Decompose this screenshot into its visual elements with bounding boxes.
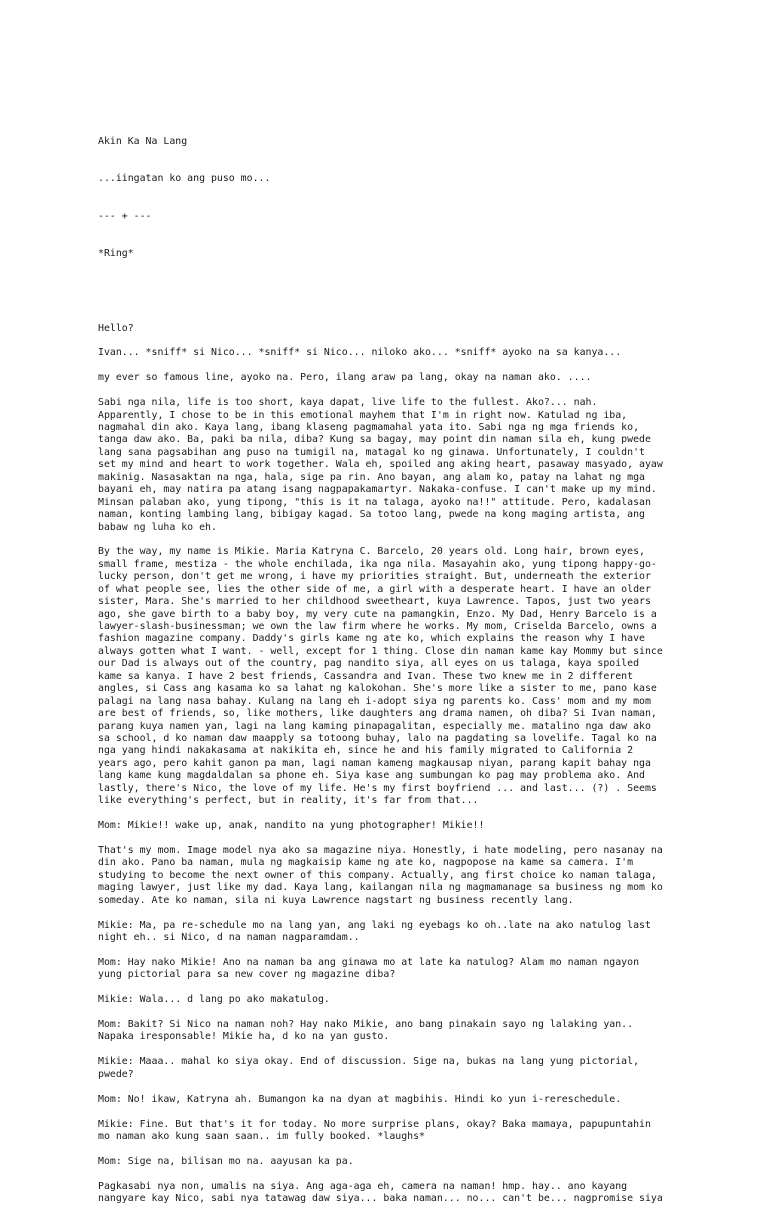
text-line: Minsan palaban ako, yung tipong, "this is it na talaga, ayoko na!!" attitude. Pero, kadalasan: [98, 496, 651, 508]
text-line: nangyare kay Nico, sabi nya tatawag daw siya... baka naman... no... can't be... nagpromise siya: [98, 1193, 663, 1205]
text-line: always gotten what I want. - well, except for 1 thing. Close din naman kame kay Mommy but since: [98, 645, 663, 657]
text-line: tanga daw ako. Ba, paki ba nila, diba? Kung sa bagay, may point din naman sila eh, kung pwede: [98, 434, 651, 446]
text-line: lucky person, don't get me wrong, i have my priorities straight. But, underneath the exterior: [98, 571, 651, 583]
paragraph: [98, 994, 760, 1006]
text-line: Mom: No! ikaw, Katryna ah. Bumangon ka na dyan at magbihis. Hindi ko yun i-rereschedule.: [98, 1093, 622, 1105]
text-line: babaw ng luha ko eh.: [98, 521, 217, 533]
paragraph: [98, 1056, 760, 1081]
text-line: Mikie: Ma, pa re-schedule mo na lang yan, ang laki ng eyebags ko oh..late na ako natulog last: [98, 919, 651, 931]
text-line: set my mind and heart to work together. Wala eh, spoiled ang aking heart, pasaway masyado, ayaw: [98, 459, 663, 471]
text-line: pwede?: [98, 1068, 134, 1080]
text-line: nga yang hindi nakakasama at nakikita eh, since he and his family migrated to California 2: [98, 745, 634, 757]
text-line: bayani eh, may natira pa atang isang nagpapakamartyr. Nakaka-confuse. I can't make up my mind.: [98, 484, 657, 496]
text-line: Pagkasabi nya non, umalis na siya. Ang aga-aga eh, camera na naman! hmp. hay.. ano kayang: [98, 1180, 628, 1192]
text-line: lawyer-slash-businessman; we own the law firm where he works. My mom, Criselda Barcelo, owns a: [98, 621, 657, 633]
text-line: lang kame kung magdaldalan sa phone eh. Siya kase ang sumbungan ko pag may problema ako. And: [98, 770, 645, 782]
story-subtitle: ...iingatan ko ang puso mo...: [98, 173, 271, 185]
text-line: someday. Ate ko naman, sila ni kuya Lawrence nagstart ng business recently lang.: [98, 894, 574, 906]
text-line: lang sana pagsabihan ang puso na tumigil na, matagal ko ng ginawa. Unfortunately, I couldn't: [98, 446, 645, 458]
text-line: Mom: Bakit? Si Nico na naman noh? Hay nako Mikie, ano bang pinakain sayo ng lalaking yan..: [98, 1019, 634, 1031]
text-line: sa school, d ko naman daw maapply sa totoong buhay, lalo na pagdating sa lovelife. Tagal ko na: [98, 732, 657, 744]
text-line: din ako. Pano ba naman, mula ng magkaisip kame ng ate ko, nagpopose na kame sa camera. I'm: [98, 857, 634, 869]
text-line: are best of friends, so, like mothers, like daughters ang drama namen, oh diba? Si Ivan naman,: [98, 708, 657, 720]
story-title: Akin Ka Na Lang: [98, 135, 188, 147]
text-line: of what people see, lies the other side of me, a girl with a desperate heart. I have an older: [98, 583, 651, 595]
text-line: my ever so famous line, ayoko na. Pero, ilang araw pa lang, okay na naman ako. ....: [98, 372, 592, 384]
document-body: [98, 86, 760, 1230]
paragraph: [98, 372, 760, 384]
paragraph: [98, 920, 760, 945]
paragraph: [98, 1156, 760, 1168]
text-line: Mikie: Fine. But that's it for today. No more surprise plans, okay? Baka mamaya, papupuntahin: [98, 1118, 651, 1130]
text-line: fashion magazine company. Daddy's girls kame ng ate ko, which explains the reason why I have: [98, 633, 645, 645]
text-line: night eh.. si Nico, d na naman nagparamdam..: [98, 931, 360, 943]
paragraph: [98, 397, 760, 534]
text-line: Mom: Sige na, bilisan mo na. aayusan ka pa.: [98, 1155, 354, 1167]
text-line: ago, she gave birth to a baby boy, my very cute na pamangkin, Enzo. My Dad, Henry Barcelo is a: [98, 608, 657, 620]
text-line: Apparently, I chose to be in this emotional mayhem that I'm in right now. Katulad ng iba,: [98, 409, 628, 421]
text-line: naman, konting lambing lang, bibigay kagad. Sa totoo lang, pwede na kong maging artista, ang: [98, 509, 645, 521]
text-line: Mikie: Wala... d lang po ako makatulog.: [98, 994, 330, 1006]
text-line: our Dad is always out of the country, pag nandito siya, all eyes on us talaga, kaya spoiled: [98, 658, 640, 670]
ring-line: *Ring*: [98, 247, 134, 259]
paragraph: [98, 820, 760, 832]
paragraph: [98, 1181, 760, 1206]
paragraph: [98, 957, 760, 982]
paragraph: [98, 323, 760, 335]
text-line: Mikie: Maaa.. mahal ko siya okay. End of discussion. Sige na, bukas na lang yung pictorial,: [98, 1056, 640, 1068]
text-line: lastly, there's Nico, the love of my life. He's my first boyfriend ... and last... (?) . Seems: [98, 782, 657, 794]
document-header: [98, 111, 760, 285]
text-line: Hello?: [98, 322, 134, 334]
text-line: palagi na lang nasa bahay. Kulang na lang eh i-adopt siya ng parents ko. Cass' mom and my mom: [98, 695, 651, 707]
paragraph: [98, 1119, 760, 1144]
text-line: By the way, my name is Mikie. Maria Katryna C. Barcelo, 20 years old. Long hair, brown eyes,: [98, 546, 645, 558]
text-line: parang kuya namen yan, lagi na lang kaming pinapagalitan, especially me. matalino nga daw ako: [98, 720, 651, 732]
text-line: maging lawyer, just like my dad. Kaya lang, kailangan nila ng magmamanage sa business ng mom ko: [98, 882, 663, 894]
text-line: Mom: Hay nako Mikie! Ano na naman ba ang ginawa mo at late ka natulog? Alam mo naman ngayon: [98, 956, 640, 968]
text-line: angles, si Cass ang kasama ko sa lahat ng kalokohan. She's more like a sister to me, pano kase: [98, 683, 657, 695]
text-line: like everything's perfect, but in reality, it's far from that...: [98, 795, 479, 807]
text-line: mo naman ako kung saan saan.. im fully booked. *laughs*: [98, 1130, 425, 1142]
text-line: makinig. Nasasaktan na nga, hala, sige pa rin. Ano bayan, ang alam ko, patay na lahat ng mga: [98, 471, 645, 483]
text-line: Napaka iresponsable! Mikie ha, d ko na yan gusto.: [98, 1031, 390, 1043]
text-line: Mom: Mikie!! wake up, anak, nandito na yung photographer! Mikie!!: [98, 820, 485, 832]
text-line: yung pictorial para sa new cover ng magazine diba?: [98, 969, 396, 981]
section-divider: --- + ---: [98, 210, 152, 222]
text-line: years ago, pero kahit ganon pa man, lagi naman kameng magkausap niyan, parang kapit bahay nga: [98, 757, 651, 769]
text-line: Sabi nga nila, life is too short, kaya dapat, live life to the fullest. Ako?... nah.: [98, 397, 598, 409]
paragraph: [98, 347, 760, 359]
text-line: nagmahal din ako. Kaya lang, ibang klaseng pagmamahal yata ito. Sabi nga ng mga friends ko,: [98, 422, 640, 434]
story-paragraphs: [98, 323, 760, 1206]
paragraph: [98, 1094, 760, 1106]
paragraph: [98, 1019, 760, 1044]
text-line: studying to become the next owner of this company. Actually, ang first choice ko naman talaga,: [98, 869, 657, 881]
paragraph: [98, 845, 760, 907]
text-line: sister, Mara. She's married to her childhood sweetheart, kuya Lawrence. Tapos, just two years: [98, 596, 651, 608]
text-line: kame sa kanya. I have 2 best friends, Cassandra and Ivan. These two knew me in 2 different: [98, 670, 634, 682]
text-line: small frame, mestiza - the whole enchilada, ika nga nila. Masayahin ako, yung tipong happy-go-: [98, 558, 657, 570]
text-line: Ivan... *sniff* si Nico... *sniff* si Nico... niloko ako... *sniff* ayoko na sa kanya...: [98, 347, 622, 359]
paragraph: [98, 546, 760, 807]
text-line: That's my mom. Image model nya ako sa magazine niya. Honestly, i hate modeling, pero nasanay na: [98, 844, 663, 856]
